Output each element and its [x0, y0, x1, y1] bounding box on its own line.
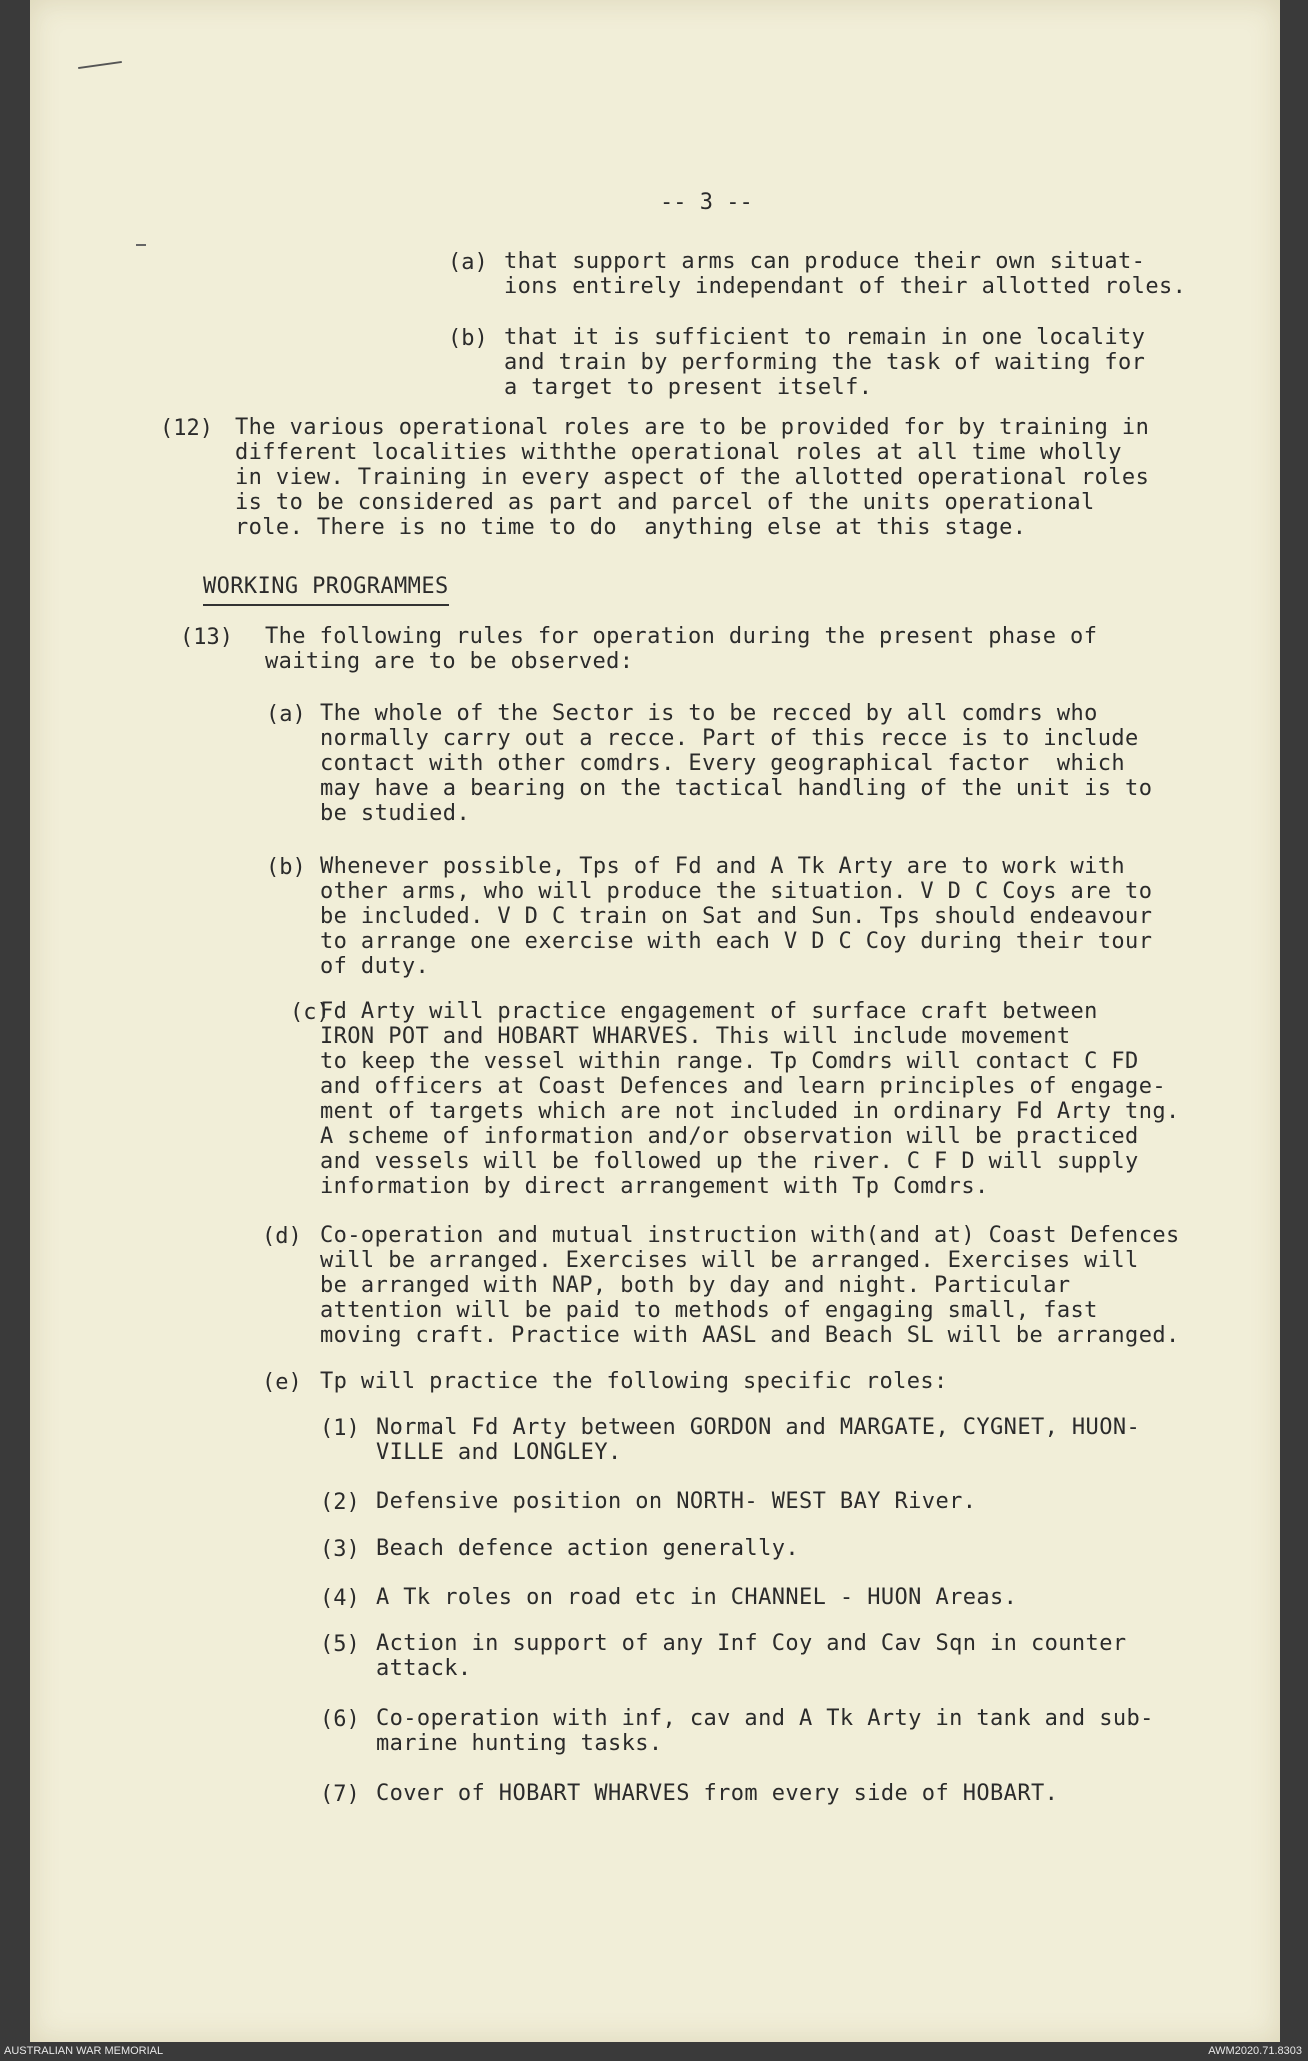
paragraph-number: (12): [160, 416, 213, 441]
item-line: Tp will practice the following specific roles:: [320, 1369, 948, 1394]
role-line: Beach defence action generally.: [376, 1536, 799, 1561]
paragraph-line: different localities withthe operational roles at all time wholly: [235, 440, 1122, 465]
item-line: a target to present itself.: [504, 375, 873, 400]
item-line: moving craft. Practice with AASL and Beach SL will be arranged.: [320, 1323, 1180, 1348]
footer-bar: [0, 2042, 1308, 2061]
item-line: to arrange one exercise with each V D C Coy during their tour: [320, 929, 1153, 954]
role-number: (2): [320, 1490, 360, 1515]
role-line: Co-operation with inf, cav and A Tk Arty in tank and sub-: [376, 1706, 1154, 1731]
pen-mark: [78, 61, 122, 69]
section-heading: WORKING PROGRAMMES: [203, 575, 449, 606]
role-number: (6): [320, 1707, 360, 1732]
role-number: (1): [320, 1416, 360, 1441]
item-line: of duty.: [320, 954, 430, 979]
role-line: Normal Fd Arty between GORDON and MARGATE, CYGNET, HUON-: [376, 1415, 1141, 1440]
item-line: and train by performing the task of waiting for: [504, 350, 1146, 375]
role-line: Cover of HOBART WHARVES from every side of HOBART.: [376, 1781, 1059, 1806]
item-line: The whole of the Sector is to be recced by all comdrs who: [320, 701, 1098, 726]
paragraph-line: role. There is no time to do anything else at this stage.: [235, 515, 1027, 540]
item-label: (d): [262, 1224, 302, 1249]
item-line: Co-operation and mutual instruction with(and at) Coast Defences: [320, 1223, 1180, 1248]
item-line: be arranged with NAP, both by day and night. Particular: [320, 1273, 1071, 1298]
item-line: and officers at Coast Defences and learn principles of engage-: [320, 1074, 1166, 1099]
paragraph-line: in view. Training in every aspect of the allotted operational roles: [235, 465, 1150, 490]
item-line: contact with other comdrs. Every geographical factor which: [320, 751, 1126, 776]
item-label: (b): [448, 326, 488, 351]
footer-attribution: AUSTRALIAN WAR MEMORIAL: [4, 2045, 164, 2057]
document-page: [30, 0, 1280, 2042]
item-line: information by direct arrangement with Tp Comdrs.: [320, 1174, 989, 1199]
item-line: Whenever possible, Tps of Fd and A Tk Arty are to work with: [320, 854, 1126, 879]
pen-mark: [136, 244, 146, 246]
page-number: -- 3 --: [660, 190, 753, 215]
item-label: (e): [262, 1370, 302, 1395]
role-line: VILLE and LONGLEY.: [376, 1440, 622, 1465]
role-line: attack.: [376, 1656, 472, 1681]
item-line: to keep the vessel within range. Tp Comdrs will contact C FD: [320, 1049, 1139, 1074]
role-line: Action in support of any Inf Coy and Cav Sqn in counter: [376, 1631, 1127, 1656]
item-label: (b): [266, 855, 306, 880]
role-line: A Tk roles on road etc in CHANNEL - HUON Areas.: [376, 1585, 1018, 1610]
item-line: that it is sufficient to remain in one locality: [504, 325, 1146, 350]
item-line: will be arranged. Exercises will be arranged. Exercises will: [320, 1248, 1139, 1273]
item-line: that support arms can produce their own situat-: [504, 249, 1146, 274]
footer-catalogue-id: AWM2020.71.8303: [1208, 2045, 1302, 2057]
role-number: (3): [320, 1537, 360, 1562]
paragraph-line: waiting are to be observed:: [265, 649, 634, 674]
item-line: Fd Arty will practice engagement of surface craft between: [320, 999, 1098, 1024]
item-line: normally carry out a recce. Part of this recce is to include: [320, 726, 1139, 751]
item-line: IRON POT and HOBART WHARVES. This will include movement: [320, 1024, 1071, 1049]
item-line: and vessels will be followed up the river. C F D will supply: [320, 1149, 1139, 1174]
item-line: ment of targets which are not included in ordinary Fd Arty tng.: [320, 1099, 1180, 1124]
item-line: A scheme of information and/or observation will be practiced: [320, 1124, 1139, 1149]
role-line: Defensive position on NORTH- WEST BAY River.: [376, 1489, 977, 1514]
item-line: be included. V D C train on Sat and Sun. Tps should endeavour: [320, 904, 1153, 929]
item-label: (a): [266, 702, 306, 727]
item-line: attention will be paid to methods of engaging small, fast: [320, 1298, 1098, 1323]
paragraph-line: The following rules for operation during the present phase of: [265, 624, 1098, 649]
item-line: be studied.: [320, 801, 471, 826]
role-number: (5): [320, 1632, 360, 1657]
paragraph-line: The various operational roles are to be provided for by training in: [235, 415, 1150, 440]
item-line: other arms, who will produce the situation. V D C Coys are to: [320, 879, 1153, 904]
item-line: ions entirely independant of their allotted roles.: [504, 274, 1187, 299]
role-number: (4): [320, 1586, 360, 1611]
role-line: marine hunting tasks.: [376, 1731, 663, 1756]
item-line: may have a bearing on the tactical handling of the unit is to: [320, 776, 1153, 801]
item-label: (a): [448, 250, 488, 275]
paragraph-number: (13): [180, 625, 233, 650]
item-label: (c): [290, 1000, 330, 1025]
paragraph-line: is to be considered as part and parcel of the units operational: [235, 490, 1095, 515]
role-number: (7): [320, 1782, 360, 1807]
